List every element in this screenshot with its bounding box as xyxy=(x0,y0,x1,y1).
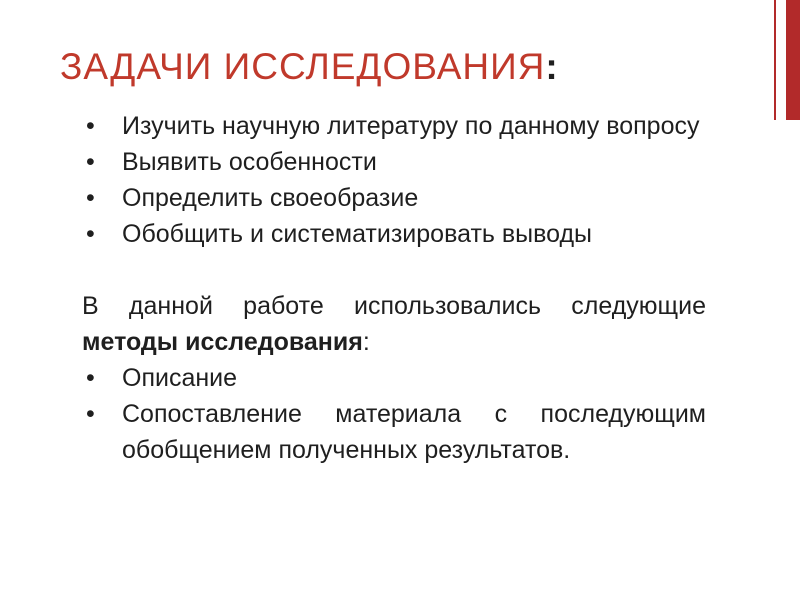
slide-title-colon: : xyxy=(545,46,559,87)
task-item: • Выявить особенности xyxy=(82,144,706,180)
methods-intro-end: : xyxy=(362,328,370,356)
accent-line xyxy=(774,0,776,120)
methods-intro xyxy=(82,288,706,360)
slide-title xyxy=(60,46,559,88)
slide-content xyxy=(82,108,706,468)
methods-list xyxy=(82,360,706,468)
task-item: • Изучить научную литературу по данному вопросу xyxy=(82,108,706,144)
method-item: • Сопоставление материала с последующим обобщением полученных результатов. xyxy=(82,396,706,468)
methods-intro-bold: методы исследования xyxy=(82,328,363,356)
slide-title-text: ЗАДАЧИ ИССЛЕДОВАНИЯ xyxy=(60,46,546,87)
methods-intro-start: В данной работе использовались следующие xyxy=(82,292,706,320)
tasks-list xyxy=(82,108,706,252)
task-item: • Обобщить и систематизировать выводы xyxy=(82,216,706,252)
method-item: • Описание xyxy=(82,360,706,396)
task-item: • Определить своеобразие xyxy=(82,180,706,216)
accent-bar xyxy=(786,0,800,120)
